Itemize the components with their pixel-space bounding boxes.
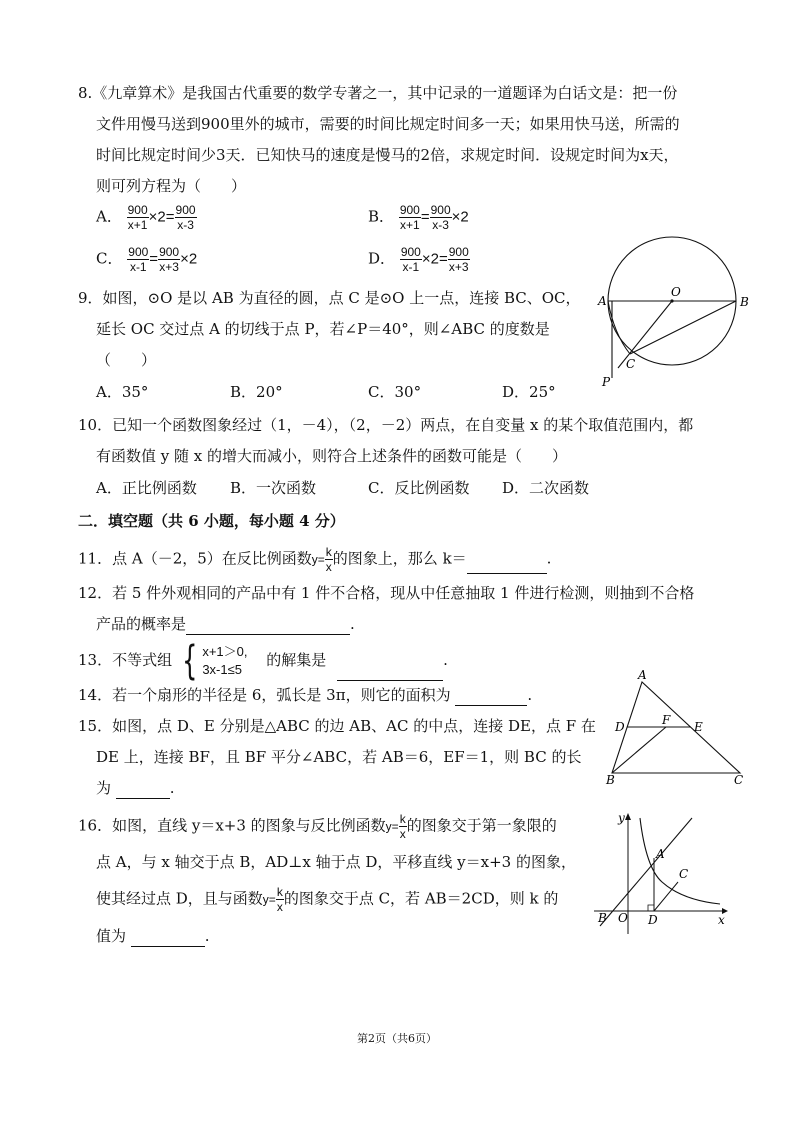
q15-text: 为: [96, 779, 112, 797]
center-point: [670, 299, 673, 302]
q10-line-2: 有函数值 y 随 x 的增大而减小，则符合上述条件的函数可能是（ ）: [96, 447, 568, 465]
q8-option-c: [96, 245, 197, 274]
q16-text-4: 值为: [96, 927, 127, 945]
q8-line-1: 8.《九章算术》是我国古代重要的数学专著之一，其中记录的一道题译为白话文是：把一份: [78, 84, 678, 102]
segment-dc: [654, 882, 678, 911]
q16-text-3b: 的图象交于点 C，若 AB＝2CD，则 k 的: [283, 889, 559, 908]
q8-option-d: [368, 245, 470, 274]
inequality-system: [177, 638, 248, 684]
operator: =: [149, 250, 159, 268]
label-a: A: [598, 294, 607, 308]
q12-text: 产品的概率是: [96, 615, 187, 633]
q8-line-2: 文件用慢马送到900里外的城市，需要的时间比规定时间多一天；如果用快马送，所需的: [96, 115, 680, 133]
q16-line-3: [96, 885, 558, 914]
q16-coordinate-figure: [590, 808, 736, 942]
label-d: D: [648, 913, 658, 927]
q12-line-2: [96, 613, 355, 635]
q10-option-b: B．一次函数: [230, 479, 317, 497]
period: .: [443, 651, 448, 669]
option-label: D．: [368, 249, 396, 268]
period: .: [546, 549, 552, 568]
right-angle-mark: [648, 905, 654, 911]
q15-triangle-figure: [600, 668, 760, 786]
answer-blank[interactable]: [337, 664, 443, 681]
answer-blank[interactable]: [131, 930, 205, 947]
q13-text-post: 的解集是: [266, 651, 327, 669]
q9-option-d: D．25°: [502, 383, 556, 401]
numerator: k: [325, 545, 332, 559]
period: .: [204, 927, 210, 945]
page-footer: 第2页（共6页）: [357, 1032, 437, 1045]
q8-option-a: [96, 203, 197, 232]
q9-option-a: A．35°: [96, 383, 149, 401]
label-a: A: [656, 847, 665, 861]
fraction: [430, 203, 452, 232]
answer-blank[interactable]: [455, 689, 527, 706]
q14-line: [78, 684, 532, 706]
fraction: [399, 203, 421, 232]
q15-line-3: [96, 777, 175, 799]
label-o: O: [671, 285, 681, 299]
fraction: [175, 203, 197, 232]
label-c: C: [734, 773, 744, 786]
answer-blank[interactable]: [116, 782, 170, 799]
q9-line-2: 延长 OC 交过点 A 的切线于点 P，若∠P＝40°，则∠ABC 的度数是: [96, 320, 550, 338]
q10-option-d: D．二次函数: [502, 479, 590, 497]
inequality-row-2: 3x-1≤5: [202, 662, 242, 677]
fraction: [400, 245, 422, 274]
q11-y-eq: y=: [311, 552, 325, 567]
period: .: [169, 779, 175, 797]
q14-text: 14．若一个扇形的半径是 6，弧长是 3π，则它的面积为: [78, 686, 451, 704]
line-bc: [630, 301, 736, 354]
section-title: 二．填空题（共 6 小题，每小题 4 分）: [78, 512, 345, 530]
denominator: x-1: [129, 260, 147, 274]
label-b: B: [606, 773, 615, 786]
q15-line-2: DE 上，连接 BF，且 BF 平分∠ABC，若 AB＝6，EF＝1，则 BC 的长: [96, 748, 582, 766]
hyperbola: [640, 818, 720, 904]
q11-line: [78, 545, 551, 574]
operator: ×2: [180, 250, 198, 268]
q16-text-3a: 使其经过点 D，且与函数: [96, 889, 263, 908]
label-b: B: [740, 295, 749, 309]
operator: =: [420, 208, 430, 226]
q9-line-3: （ ）: [96, 351, 157, 369]
label-d: D: [615, 720, 625, 734]
numerator: 900: [175, 203, 196, 217]
denominator: x+1: [399, 218, 420, 232]
label-c: C: [679, 867, 689, 881]
label-o: O: [618, 911, 628, 925]
label-b: B: [598, 911, 607, 925]
q16-y-eq: y=: [262, 892, 276, 907]
option-label: B．: [368, 207, 395, 226]
answer-blank[interactable]: [467, 557, 547, 574]
fraction: [158, 245, 180, 274]
operator: ×2=: [421, 250, 448, 268]
answer-blank[interactable]: [186, 618, 350, 635]
numerator: 900: [400, 245, 421, 259]
fraction: [448, 245, 470, 274]
label-c: C: [626, 357, 636, 371]
option-label: A．: [96, 207, 122, 226]
option-label: C．: [96, 249, 123, 268]
denominator: x: [325, 560, 332, 574]
q13-text-pre: 13．不等式组: [78, 651, 173, 669]
label-p: P: [602, 375, 611, 389]
denominator: x-3: [432, 218, 449, 232]
label-x: x: [718, 913, 725, 927]
numerator: 900: [159, 245, 180, 259]
denominator: x: [399, 827, 406, 841]
operator: ×2: [451, 208, 469, 226]
period: .: [527, 686, 533, 704]
q10-option-c: C．反比例函数: [368, 479, 470, 497]
numerator: k: [276, 885, 283, 899]
denominator: x-3: [177, 218, 194, 232]
q9-option-b: B．20°: [230, 383, 283, 401]
q8-line-3: 时间比规定时间少3天．已知快马的速度是慢马的2倍，求规定时间．设规定时间为x天，: [96, 146, 679, 164]
q11-text-pre: 11．点 A（－2，5）在反比例函数: [78, 549, 312, 568]
denominator: x: [276, 900, 283, 914]
fraction: [276, 885, 284, 914]
q16-line-1: [78, 812, 557, 841]
fraction: [399, 812, 407, 841]
inequality-row-1: x+1＞0,: [202, 644, 248, 659]
period: .: [350, 615, 355, 633]
denominator: x+3: [159, 260, 179, 274]
label-y: y: [618, 811, 625, 825]
q16-line-2: 点 A，与 x 轴交于点 B，AD⊥x 轴于点 D，平移直线 y＝x+3 的图象，: [96, 853, 576, 871]
q10-line-1: 10．已知一个函数图象经过（1，－4），（2，－2）两点，在自变量 x 的某个取值范围内，都: [78, 416, 694, 434]
y-arrow-icon: [625, 813, 631, 820]
label-e: E: [694, 720, 703, 734]
q16-text-1b: 的图象交于第一象限的: [406, 816, 557, 835]
q16-y-eq: y=: [385, 819, 399, 834]
q13-line: [78, 638, 448, 684]
numerator: 900: [430, 203, 451, 217]
numerator: 900: [127, 203, 148, 217]
q9-line-1: 9．如图，⊙O 是以 AB 为直径的圆，点 C 是⊙O 上一点，连接 BC、OC，: [78, 289, 581, 307]
q9-circle-figure: [596, 228, 756, 392]
numerator: 900: [448, 245, 469, 259]
numerator: 900: [399, 203, 420, 217]
q9-option-c: C．30°: [368, 383, 422, 401]
denominator: x-1: [402, 260, 420, 274]
fraction: [127, 245, 149, 274]
numerator: 900: [128, 245, 149, 259]
denominator: x+1: [127, 218, 148, 232]
q8-line-4: 则可列方程为（ ）: [96, 177, 247, 195]
q11-text-post: 的图象上，那么 k＝: [332, 549, 467, 568]
q8-option-b: [368, 203, 469, 232]
q12-line-1: 12．若 5 件外观相同的产品中有 1 件不合格，现从中任意抽取 1 件进行检测，则抽到不合格: [78, 584, 695, 602]
q10-option-a: A．正比例函数: [96, 479, 197, 497]
operator: ×2=: [148, 208, 175, 226]
label-a: A: [638, 668, 647, 682]
label-f: F: [662, 713, 671, 727]
q16-text-1a: 16．如图，直线 y＝x+3 的图象与反比例函数: [78, 816, 386, 835]
q16-line-4: [96, 925, 210, 947]
q15-line-1: 15．如图，点 D、E 分别是△ABC 的边 AB、AC 的中点，连接 DE，点 F 在: [78, 717, 596, 735]
fraction: [127, 203, 149, 232]
denominator: x+3: [448, 260, 469, 274]
fraction: [325, 545, 333, 574]
numerator: k: [399, 812, 406, 826]
brace-icon: {: [181, 638, 198, 684]
